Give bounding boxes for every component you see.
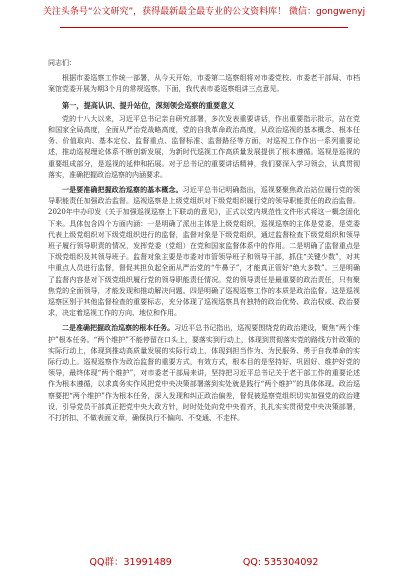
section-1-paragraph-3 [48,322,360,424]
point-1-text: 习近平总书记明确指出，巡视要聚焦政治站位履行党的领导职能责任加强政治监督。巡视巡察是上级党组织对下级党组织履行党的领导职能责任的政治监督。2020年中办印发《关于加强巡视巡察上下联动的意见》，正式以党内规范性文件形式将这一概念固化下来。具体包含四个方面内涵：一是明确了派出主体是上级党组织，巡视巡察的主体是党委，是党委代表上级党组织对下级党组织进行的监督，监督对象是下级党组织，通过监督检查下级党组织和领导班子履行领导职责的情况，发挥党委（党组）在党和国家监督体系中的作用。二是明确了监督重点是下级党组织及其领导班子。监督对象主要是市委对市管领导班子和领导干部，抓住“关键少数”，对其中重点人员进行监督，督促其担负起全面从严治党的“牛鼻子”，才能真正管好“绝大多数”。三是明确了监督内容是对下级党组织履行党的领导职能责任情况。党的领导责任是最重要的政治责任，只有聚焦党的全面领导，才能发现和推动解决问题。四是明确了巡视巡察工作的本质是政治监督。这是巡视巡察区别于其他监督检查的重要标志，充分体现了巡视巡察具有独特的政治优势、政治权威、政治要求，决定着巡视工作的方向、地位和作用。 [48,186,361,318]
banner-divider [60,27,348,28]
promo-banner [0,6,408,18]
greeting: 同志们： [48,59,76,67]
section-1-paragraph-2 [48,184,360,319]
speech-body [48,58,360,427]
intro-paragraph: 根据市委巡察工作统一部署，从今天开始，市委第二巡察组将对市委党校、市委老干部局、市档案馆党委开展为期3个月的常规巡察。下面，我代表市委巡察组讲三点意见。 [48,74,360,94]
point-1-lead: 一是要准确把握政治巡察的基本概念。 [62,185,183,195]
contact-footer [0,554,408,568]
section-1-heading: 第一，提高认识、提升站位，深刻领会巡察的重要意义 [62,100,235,110]
qq-number: QQ: 535304092 [242,557,319,568]
point-2-lead: 二是准确把握政治巡察的根本任务。 [62,323,175,333]
banner-line-1: 关注头条号“公文研究”，获得最新最全最专业的公文资料库！ 微信：gongwenyj [42,7,366,17]
qq-group: QQ群：31991489 [89,557,172,568]
point-2-text: 习近平总书记指出，巡视要围绕党的政治建设，聚焦“两个维护”根本任务。“两个维护”不能停留在口头上，要落实到行动上，体现到贯彻落实党的路线方针政策的实际行动上，体现到推动高质量发展的实际行动上，体现到担当作为、为民服务、勇于自我革命的实际行动上。巡视巡察作为政治监督的重要方式，有效方式，根本目的是坚持好、巩固好、维护好党的领导，最终体现“两个维护”，对市委老干部局来讲，坚持把习近平总书记关于老干部工作的重要论述作为根本遵循，以求真务实作风把党中央决策部署落到实处就是践行“两个维护”的具体体现。政治巡察要把“两个维护”作为根本任务，深入发现和纠正政治偏差，督促被巡察党组织切实加强党的政治建设，引导党员干部真正把党中央大政方针，时时处处向党中央看齐，扎扎实实贯彻党中央决策部署，不打折扣、不做表面文章，确保执行不偏向、不变通、不走样。 [48,324,361,423]
section-1-paragraph-1: 党的十八大以来，习近平总书记亲自研究部署，多次发表重要讲话，作出重要指示批示，站在党和国家全局高度，全面从严治党战略高度，党的自我革命政治高度，从政治巡视的基本概念、根本任务、价值取向、基本定位、监督重点、监督标准、监督路径等方面，对巡视工作作出一系列重要论述，推动巡视理论体系不断创新发展，为新时代巡视工作高质量发展提供了根本遵循。巡视是巡视的重要组成部分，是巡视的延伸和拓展。对于总书记的重要讲话精神，我们要深入学习领会，认真贯彻落实，准确把握政治巡察的内涵要求。 [48,114,360,179]
